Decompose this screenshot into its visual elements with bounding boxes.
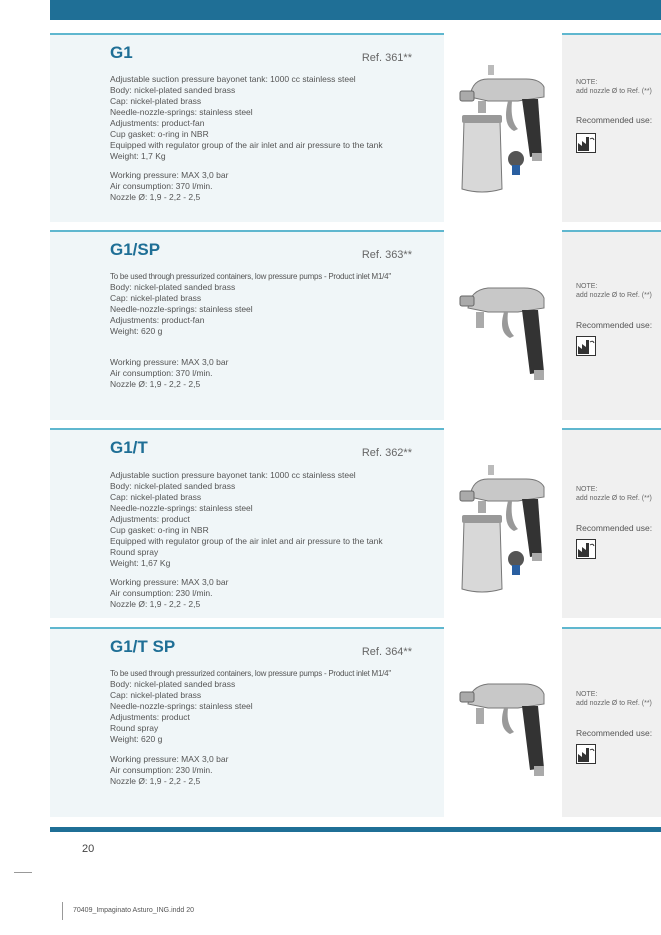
spec-line: Cap: nickel-plated brass — [110, 293, 202, 303]
spec-line: Weight: 620 g — [110, 734, 163, 744]
product-title: G1/SP — [110, 240, 161, 259]
spray-gun-with-cup-icon — [448, 65, 560, 195]
top-color-bar — [50, 0, 661, 20]
crop-mark — [14, 872, 32, 873]
bottom-color-bar — [50, 827, 661, 832]
spec-line: Body: nickel-plated sanded brass — [110, 85, 236, 95]
spec-line: Equipped with regulator group of the air inlet and air pressure to the tank — [110, 140, 383, 150]
recommended-label: Recommended use: — [576, 523, 653, 533]
product-ref: Ref. 361** — [361, 52, 412, 64]
performance-line: Air consumption: 230 l/min. — [110, 588, 213, 598]
spec-list — [110, 470, 383, 569]
spec-line: Needle-nozzle-springs: stainless steel — [110, 701, 253, 711]
spec-line: Body: nickel-plated sanded brass — [110, 282, 236, 292]
spec-line: Adjustments: product-fan — [110, 315, 205, 325]
spec-line: Adjustments: product — [110, 712, 190, 722]
spec-line: Adjustments: product-fan — [110, 118, 205, 128]
performance-line: Working pressure: MAX 3,0 bar — [110, 357, 229, 367]
product-card-g1-t — [50, 428, 444, 618]
product-title: G1 — [110, 43, 133, 62]
recommended-label: Recommended use: — [576, 320, 653, 330]
industry-use-icon — [576, 336, 596, 356]
spray-gun-pressure-icon — [448, 282, 560, 382]
industry-use-icon — [576, 744, 596, 764]
spray-gun-with-cup-icon — [448, 465, 560, 595]
performance-list — [110, 170, 228, 203]
intro-line: To be used through pressurized containers, low pressure pumps - Product inlet M1/4" — [110, 669, 391, 678]
performance-line: Air consumption: 370 l/min. — [110, 368, 213, 378]
note-text: add nozzle Ø to Ref. (**) — [576, 495, 652, 502]
note-label: NOTE: — [576, 79, 598, 86]
spray-gun-pressure-icon — [448, 678, 560, 778]
spec-line: Needle-nozzle-springs: stainless steel — [110, 304, 253, 314]
spec-line: Body: nickel-plated sanded brass — [110, 481, 236, 491]
spec-line: Body: nickel-plated sanded brass — [110, 679, 236, 689]
product-card-g1-t-sp — [50, 627, 444, 817]
performance-list — [110, 754, 228, 787]
performance-line: Working pressure: MAX 3,0 bar — [110, 754, 229, 764]
recommended-label: Recommended use: — [576, 115, 653, 125]
spec-line: Round spray — [110, 723, 159, 733]
intro-line: To be used through pressurized containers, low pressure pumps - Product inlet M1/4" — [110, 272, 391, 281]
spec-list — [110, 271, 391, 337]
performance-line: Nozzle Ø: 1,9 - 2,2 - 2,5 — [110, 599, 201, 609]
spec-line: Cap: nickel-plated brass — [110, 690, 202, 700]
side-panel-g1-sp — [562, 230, 661, 420]
performance-line: Air consumption: 370 l/min. — [110, 181, 213, 191]
spec-line: Weight: 1,7 Kg — [110, 151, 166, 161]
spec-line: Adjustments: product — [110, 514, 190, 524]
note-label: NOTE: — [576, 691, 598, 698]
side-panel-g1 — [562, 33, 661, 222]
performance-line: Air consumption: 230 l/min. — [110, 765, 213, 775]
performance-list — [110, 357, 228, 390]
spec-line: Equipped with regulator group of the air inlet and air pressure to the tank — [110, 536, 383, 546]
recommended-label: Recommended use: — [576, 728, 653, 738]
performance-line: Nozzle Ø: 1,9 - 2,2 - 2,5 — [110, 379, 201, 389]
spec-list — [110, 74, 383, 162]
performance-line: Nozzle Ø: 1,9 - 2,2 - 2,5 — [110, 776, 201, 786]
performance-line: Working pressure: MAX 3,0 bar — [110, 577, 229, 587]
product-ref: Ref. 363** — [361, 249, 412, 261]
spec-line: Cap: nickel-plated brass — [110, 492, 202, 502]
spec-line: Round spray — [110, 547, 159, 557]
performance-line: Working pressure: MAX 3,0 bar — [110, 170, 229, 180]
product-title: G1/T — [110, 438, 148, 457]
note-label: NOTE: — [576, 283, 598, 290]
note-text: add nozzle Ø to Ref. (**) — [576, 292, 652, 299]
product-ref: Ref. 362** — [361, 447, 412, 459]
spec-line: Weight: 1,67 Kg — [110, 558, 171, 568]
spec-line: Adjustable suction pressure bayonet tank: 1000 cc stainless steel — [110, 74, 356, 84]
product-title: G1/T SP — [110, 637, 176, 656]
page-number: 20 — [82, 843, 95, 855]
product-ref: Ref. 364** — [361, 646, 412, 658]
note-text: add nozzle Ø to Ref. (**) — [576, 700, 652, 707]
industry-use-icon — [576, 133, 596, 153]
spec-line: Cup gasket: o-ring in NBR — [110, 525, 209, 535]
spec-line: Weight: 620 g — [110, 326, 163, 336]
performance-list — [110, 577, 228, 610]
side-panel-g1-t — [562, 428, 661, 618]
spec-line: Cap: nickel-plated brass — [110, 96, 202, 106]
performance-line: Nozzle Ø: 1,9 - 2,2 - 2,5 — [110, 192, 201, 202]
spec-list — [110, 668, 391, 745]
spec-line: Adjustable suction pressure bayonet tank: 1000 cc stainless steel — [110, 470, 356, 480]
note-label: NOTE: — [576, 486, 598, 493]
file-footer: 70409_Impaginato Asturo_ING.indd 20 — [73, 907, 195, 914]
note-text: add nozzle Ø to Ref. (**) — [576, 88, 652, 95]
crop-mark — [62, 902, 63, 920]
product-card-g1-sp — [50, 230, 444, 420]
spec-line: Needle-nozzle-springs: stainless steel — [110, 503, 253, 513]
industry-use-icon — [576, 539, 596, 559]
spec-line: Needle-nozzle-springs: stainless steel — [110, 107, 253, 117]
side-panel-g1-t-sp — [562, 627, 661, 817]
spec-line: Cup gasket: o-ring in NBR — [110, 129, 209, 139]
product-card-g1 — [50, 33, 444, 222]
